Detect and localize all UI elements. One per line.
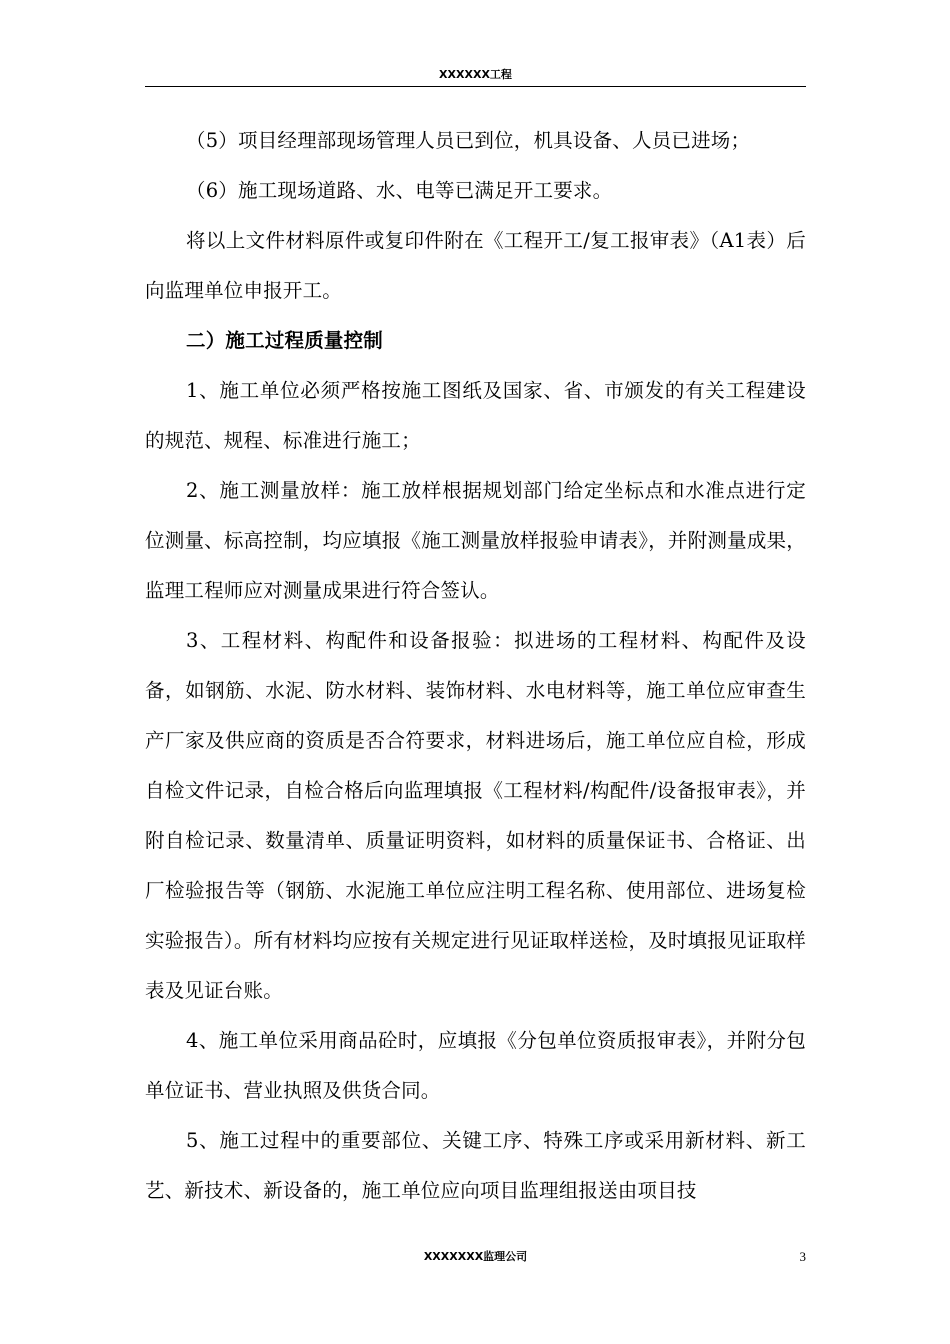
- document-body: [145, 116, 806, 1216]
- paragraph: 1、施工单位必须严格按施工图纸及国家、省、市颁发的有关工程建设的规范、规程、标准进行施工；: [145, 379, 806, 452]
- paragraph: 将以上文件材料原件或复印件附在《工程开工/复工报审表》（A1表）后向监理单位申报开工。: [145, 229, 806, 302]
- paragraph: 3、工程材料、构配件和设备报验：拟进场的工程材料、构配件及设备，如钢筋、水泥、防水材料、装饰材料、水电材料等，施工单位应审查生产厂家及供应商的资质是否合符要求，材料进场后，施工单位应自检，形成自检文件记录，自检合格后向监理填报《工程材料/构配件/设备报审表》，并附自检记录、数量清单、质量证明资料，如材料的质量保证书、合格证、出厂检验报告等（钢筋、水泥施工单位应注明工程名称、使用部位、进场复检实验报告）。所有材料均应按有关规定进行见证取样送检，及时填报见证取样表及见证台账。: [145, 629, 806, 1002]
- header-title: XXXXXX工程: [439, 68, 512, 81]
- section-heading: 二）施工过程质量控制: [186, 329, 384, 352]
- header-divider: [145, 86, 806, 87]
- page-header: [145, 66, 806, 86]
- paragraph: 5、施工过程中的重要部位、关键工序、特殊工序或采用新材料、新工艺、新技术、新设备的，施工单位应向项目监理组报送由项目技: [145, 1129, 806, 1202]
- page-number: 3: [799, 1249, 806, 1264]
- paragraph: 4、施工单位采用商品砼时，应填报《分包单位资质报审表》，并附分包单位证书、营业执照及供货合同。: [145, 1029, 806, 1102]
- page-footer: [145, 1248, 806, 1268]
- paragraph: （5）项目经理部现场管理人员已到位，机具设备、人员已进场；: [186, 129, 751, 152]
- paragraph: 2、施工测量放样：施工放样根据规划部门给定坐标点和水准点进行定位测量、标高控制，均应填报《施工测量放样报验申请表》，并附测量成果，监理工程师应对测量成果进行符合签认。: [145, 479, 806, 602]
- paragraph: （6）施工现场道路、水、电等已满足开工要求。: [186, 179, 613, 202]
- footer-company: XXXXXXX监理公司: [423, 1250, 528, 1263]
